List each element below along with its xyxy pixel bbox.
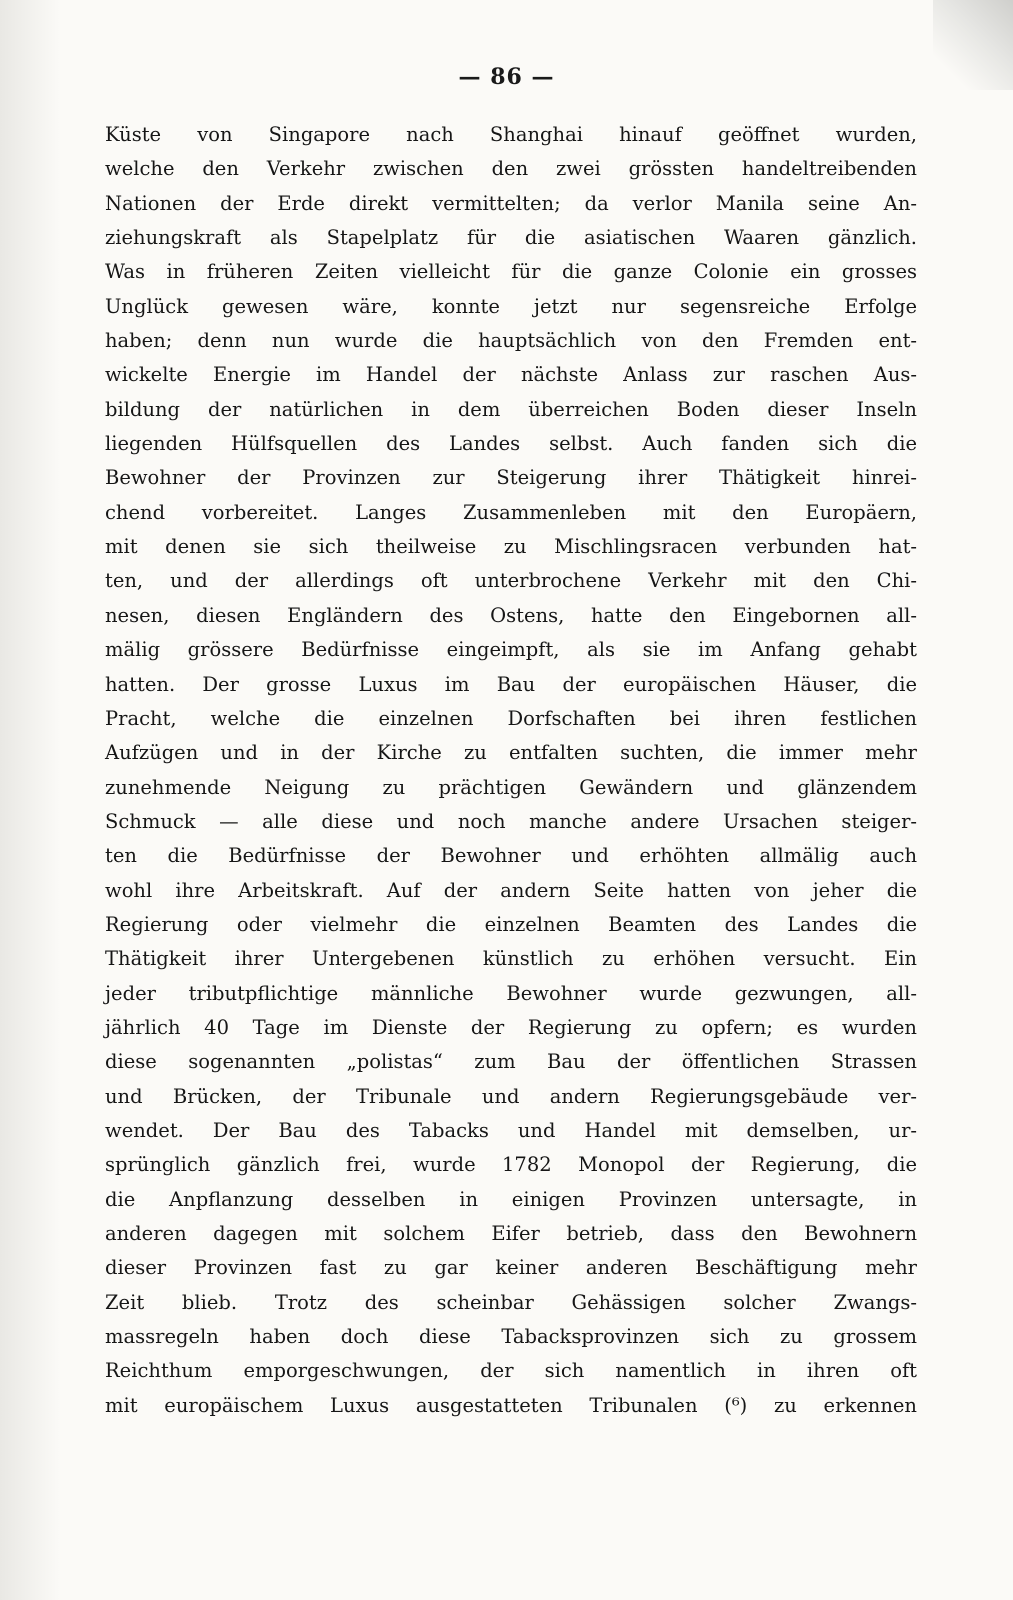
- text-line: chend vorbereitet. Langes Zusammenleben mit den Europäern,: [105, 500, 917, 524]
- text-line: anderen dagegen mit solchem Eifer betrieb, dass den Bewohnern: [105, 1222, 917, 1245]
- text-line: Pracht, welche die einzelnen Dorfschaften bei ihren festlichen: [105, 706, 917, 730]
- text-line: dieser Provinzen fast zu gar keiner anderen Beschäftigung mehr: [105, 1256, 917, 1280]
- text-line: welche den Verkehr zwischen den zwei grössten handeltreibenden: [105, 157, 917, 181]
- text-line: ten, und der allerdings oft unterbrochene Verkehr mit den Chi-: [105, 569, 917, 593]
- page-number: — 86 —: [458, 64, 555, 90]
- text-line: mit denen sie sich theilweise zu Mischlingsracen verbunden hat-: [105, 535, 917, 559]
- text-line: bildung der natürlichen in dem überreichen Boden dieser Inseln: [105, 397, 917, 421]
- text-line: zunehmende Neigung zu prächtigen Gewändern und glänzendem: [105, 775, 917, 799]
- text-line: haben; denn nun wurde die hauptsächlich von den Fremden ent-: [105, 329, 917, 353]
- text-line: Nationen der Erde direkt vermittelten; da verlor Manila seine An-: [105, 191, 917, 215]
- text-line: jährlich 40 Tage im Dienste der Regierung zu opfern; es wurden: [105, 1015, 917, 1039]
- page-shadow-edge: [0, 0, 60, 1600]
- text-line: mit europäischem Luxus ausgestatteten Tribunalen (⁶) zu erkennen: [105, 1393, 917, 1417]
- text-line: massregeln haben doch diese Tabacksprovinzen sich zu grossem: [105, 1325, 917, 1349]
- body-text: [105, 118, 917, 1423]
- text-line: Küste von Singapore nach Shanghai hinauf geöffnet wurden,: [105, 123, 917, 146]
- text-line: ziehungskraft als Stapelplatz für die asiatischen Waaren gänzlich.: [105, 226, 917, 250]
- text-line: diese sogenannten „polistas“ zum Bau der öffentlichen Strassen: [105, 1050, 917, 1074]
- text-line: jeder tributpflichtige männliche Bewohner wurde gezwungen, all-: [105, 981, 917, 1005]
- text-line: Was in früheren Zeiten vielleicht für die ganze Colonie ein grosses: [105, 260, 917, 284]
- text-line: Regierung oder vielmehr die einzelnen Beamten des Landes die: [105, 912, 917, 936]
- text-line: Thätigkeit ihrer Untergebenen künstlich zu erhöhen versucht. Ein: [105, 947, 917, 971]
- text-line: Bewohner der Provinzen zur Steigerung ihrer Thätigkeit hinrei-: [105, 466, 917, 490]
- text-line: hatten. Der grosse Luxus im Bau der europäischen Häuser, die: [105, 672, 917, 696]
- text-line: die Anpflanzung desselben in einigen Provinzen untersagte, in: [105, 1187, 917, 1211]
- text-line: nesen, diesen Engländern des Ostens, hatte den Eingebornen all-: [105, 603, 917, 627]
- text-line: Schmuck — alle diese und noch manche andere Ursachen steiger-: [105, 809, 917, 833]
- text-line: und Brücken, der Tribunale und andern Regierungsgebäude ver-: [105, 1084, 917, 1108]
- text-line: sprünglich gänzlich frei, wurde 1782 Monopol der Regierung, die: [105, 1153, 917, 1177]
- text-line: wohl ihre Arbeitskraft. Auf der andern Seite hatten von jeher die: [105, 878, 917, 902]
- text-line: wickelte Energie im Handel der nächste Anlass zur raschen Aus-: [105, 363, 917, 387]
- text-line: liegenden Hülfsquellen des Landes selbst. Auch fanden sich die: [105, 432, 917, 456]
- text-line: Unglück gewesen wäre, konnte jetzt nur segensreiche Erfolge: [105, 294, 917, 318]
- text-line: Zeit blieb. Trotz des scheinbar Gehässigen solcher Zwangs-: [105, 1290, 917, 1314]
- text-line: mälig grössere Bedürfnisse eingeimpft, als sie im Anfang gehabt: [105, 638, 917, 662]
- text-line: ten die Bedürfnisse der Bewohner und erhöhten allmälig auch: [105, 844, 917, 868]
- text-line: wendet. Der Bau des Tabacks und Handel mit demselben, ur-: [105, 1118, 917, 1142]
- text-line: Reichthum emporgeschwungen, der sich namentlich in ihren oft: [105, 1359, 917, 1383]
- text-line: Aufzügen und in der Kirche zu entfalten suchten, die immer mehr: [105, 741, 917, 765]
